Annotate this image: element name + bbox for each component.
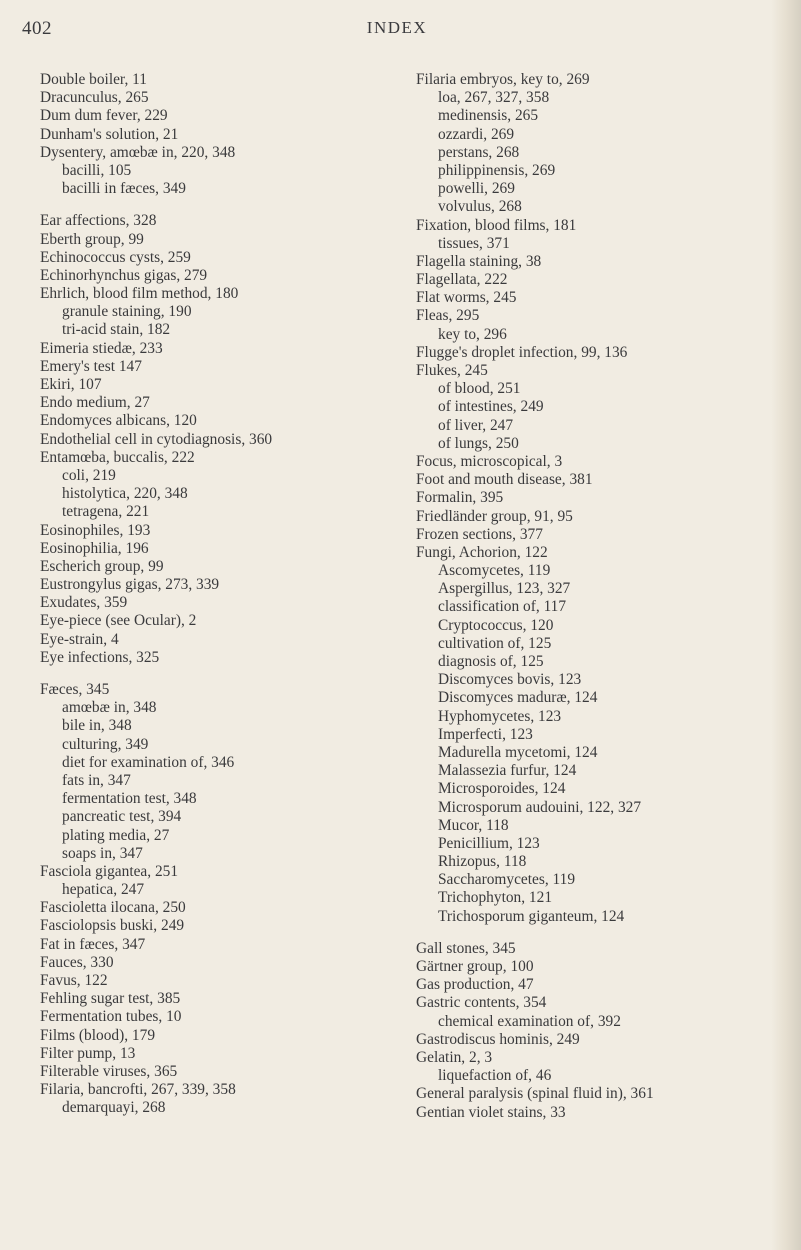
index-entry: Emery's test 147: [40, 357, 142, 375]
index-entry: Ekiri, 107: [40, 376, 102, 393]
index-entry: Dum dum fever, 229: [40, 107, 168, 125]
index-entry: Fasciolopsis buski, 249: [40, 917, 185, 935]
index-entry: Entamœba, buccalis, 222: [40, 448, 195, 466]
index-entry: Double boiler, 11: [40, 71, 147, 88]
index-subentry: perstans, 268: [438, 143, 520, 161]
index-subentry: tetragena, 221: [62, 503, 150, 521]
index-subentry: Mucor, 118: [438, 816, 509, 834]
index-subentry: classification of, 117: [438, 598, 567, 616]
index-entry: Endothelial cell in cytodiagnosis, 360: [40, 430, 273, 448]
index-subentry: fats in, 347: [62, 771, 131, 789]
index-subentry: Malassezia furfur, 124: [438, 762, 577, 780]
index-column-left: [40, 71, 385, 1132]
index-subentry: tissues, 371: [438, 234, 510, 252]
index-subentry: Trichophyton, 121: [438, 889, 553, 907]
index-entry: Fungi, Achorion, 122: [416, 543, 548, 561]
index-subentry: granule staining, 190: [62, 303, 192, 321]
index-entry: Foot and mouth disease, 381: [416, 471, 593, 489]
index-entry: Fleas, 295: [416, 307, 480, 325]
index-subentry: amœbæ in, 348: [62, 699, 157, 717]
index-entry: Ear affections, 328: [40, 212, 157, 230]
index-entry: Escherich group, 99: [40, 557, 164, 575]
index-entry: Flukes, 245: [416, 362, 488, 379]
index-entry: Gastrodiscus hominis, 249: [416, 1030, 580, 1048]
index-entry: Eosinophiles, 193: [40, 521, 151, 539]
index-subentry: Saccharomycetes, 119: [438, 871, 576, 889]
index-entry: Echinorhynchus gigas, 279: [40, 266, 208, 284]
index-entry: Fæces, 345: [40, 681, 110, 698]
index-subentry: plating media, 27: [62, 826, 170, 844]
index-subentry: fermentation test, 348: [62, 790, 197, 808]
index-entry: Gelatin, 2, 3: [416, 1048, 493, 1066]
index-entry: Filaria, bancrofti, 267, 339, 358: [40, 1081, 236, 1099]
page-edge-shadow: [771, 0, 801, 1250]
index-subentry: Madurella mycetomi, 124: [438, 743, 598, 761]
index-subentry: Discomyces maduræ, 124: [438, 689, 598, 707]
index-subentry: bile in, 348: [62, 717, 132, 735]
index-entry: Filterable viruses, 365: [40, 1062, 178, 1080]
index-subentry: volvulus, 268: [438, 198, 522, 216]
index-subentry: chemical examination of, 392: [438, 1012, 621, 1030]
index-subentry: histolytica, 220, 348: [62, 485, 188, 503]
index-entry: Fascioletta ilocana, 250: [40, 899, 186, 917]
index-entry: Dunham's solution, 21: [40, 125, 179, 143]
index-entry: Eimeria stiedæ, 233: [40, 339, 163, 357]
index-subentry: Microsporoides, 124: [438, 780, 566, 798]
index-entry: Dysentery, amœbæ in, 220, 348: [40, 143, 236, 161]
index-subentry: Ascomycetes, 119: [438, 562, 551, 580]
index-entry: Gas production, 47: [416, 976, 534, 994]
index-entry: Fermentation tubes, 10: [40, 1008, 182, 1026]
index-entry: Fixation, blood films, 181: [416, 216, 577, 234]
index-entry: Dracunculus, 265: [40, 89, 149, 107]
index-entry: Endomyces albicans, 120: [40, 412, 197, 430]
index-subentry: of intestines, 249: [438, 398, 544, 416]
index-entry: Friedländer group, 91, 95: [416, 507, 573, 525]
index-entry: Gärtner group, 100: [416, 958, 534, 975]
index-entry: Ehrlich, blood film method, 180: [40, 285, 239, 303]
index-subentry: coli, 219: [62, 466, 116, 484]
index-letter-group: [40, 212, 385, 667]
index-letter-group: [416, 940, 761, 1122]
index-entry: Fasciola gigantea, 251: [40, 862, 179, 880]
index-entry: Formalin, 395: [416, 489, 504, 507]
index-subentry: bacilli in fæces, 349: [62, 180, 186, 198]
index-subentry: tri-acid stain, 182: [62, 321, 171, 339]
index-letter-group: [40, 681, 385, 1118]
index-column-right: [416, 71, 761, 1136]
index-entry: Fehling sugar test, 385: [40, 990, 181, 1008]
index-subentry: loa, 267, 327, 358: [438, 89, 550, 107]
index-subentry: Microsporum audouini, 122, 327: [438, 798, 642, 816]
index-entry: Frozen sections, 377: [416, 525, 543, 543]
index-entry: Eustrongylus gigas, 273, 339: [40, 576, 220, 594]
index-entry: Exudates, 359: [40, 594, 128, 612]
index-subentry: diagnosis of, 125: [438, 653, 544, 670]
index-subentry: Cryptococcus, 120: [438, 616, 554, 634]
index-letter-group: [416, 71, 761, 926]
index-subentry: hepatica, 247: [62, 881, 145, 899]
index-subentry: ozzardi, 269: [438, 125, 515, 143]
index-entry: Filter pump, 13: [40, 1044, 136, 1062]
index-entry: Gentian violet stains, 33: [416, 1103, 566, 1121]
index-letter-group: [40, 71, 385, 198]
index-subentry: soaps in, 347: [62, 844, 143, 862]
index-entry: Eberth group, 99: [40, 230, 144, 248]
index-subentry: Hyphomycetes, 123: [438, 707, 562, 725]
index-subentry: powelli, 269: [438, 180, 515, 198]
index-subentry: Rhizopus, 118: [438, 853, 527, 871]
index-entry: Flagellata, 222: [416, 271, 508, 289]
index-subentry: demarquayi, 268: [62, 1099, 166, 1117]
index-subentry: Penicillium, 123: [438, 834, 540, 852]
index-subentry: culturing, 349: [62, 735, 149, 753]
index-entry: Eye infections, 325: [40, 648, 160, 666]
index-subentry: of lungs, 250: [438, 434, 519, 452]
index-entry: Endo medium, 27: [40, 394, 150, 412]
running-head: INDEX: [366, 18, 428, 37]
index-entry: General paralysis (spinal fluid in), 361: [416, 1085, 654, 1103]
index-entry: Favus, 122: [40, 972, 108, 989]
index-entry: Eosinophilia, 196: [40, 539, 149, 557]
index-subentry: liquefaction of, 46: [438, 1067, 552, 1085]
index-subentry: pancreatic test, 394: [62, 808, 182, 826]
index-subentry: of blood, 251: [438, 380, 521, 398]
index-subentry: Aspergillus, 123, 327: [438, 580, 571, 598]
index-entry: Flugge's droplet infection, 99, 136: [416, 343, 628, 361]
index-entry: Flagella staining, 38: [416, 252, 542, 270]
index-subentry: medinensis, 265: [438, 107, 539, 125]
index-entry: Flat worms, 245: [416, 289, 517, 307]
index-subentry: of liver, 247: [438, 416, 514, 434]
index-subentry: cultivation of, 125: [438, 634, 552, 652]
index-entry: Films (blood), 179: [40, 1026, 156, 1044]
index-entry: Fauces, 330: [40, 953, 114, 971]
index-entry: Fat in fæces, 347: [40, 935, 146, 953]
index-entry: Echinococcus cysts, 259: [40, 248, 191, 266]
index-subentry: philippinensis, 269: [438, 161, 556, 179]
index-entry: Eye-piece (see Ocular), 2: [40, 612, 197, 630]
index-subentry: bacilli, 105: [62, 161, 132, 179]
index-entry: Eye-strain, 4: [40, 630, 119, 648]
index-entry: Focus, microscopical, 3: [416, 452, 563, 470]
index-subentry: diet for examination of, 346: [62, 753, 235, 771]
page-number: 402: [22, 18, 52, 39]
index-entry: Gastric contents, 354: [416, 994, 547, 1012]
index-subentry: key to, 296: [438, 325, 507, 343]
page-header: [22, 18, 772, 48]
index-subentry: Imperfecti, 123: [438, 725, 533, 743]
index-entry: Filaria embryos, key to, 269: [416, 71, 590, 88]
index-entry: Gall stones, 345: [416, 939, 516, 957]
index-subentry: Trichosporum giganteum, 124: [438, 907, 625, 925]
index-subentry: Discomyces bovis, 123: [438, 671, 582, 689]
